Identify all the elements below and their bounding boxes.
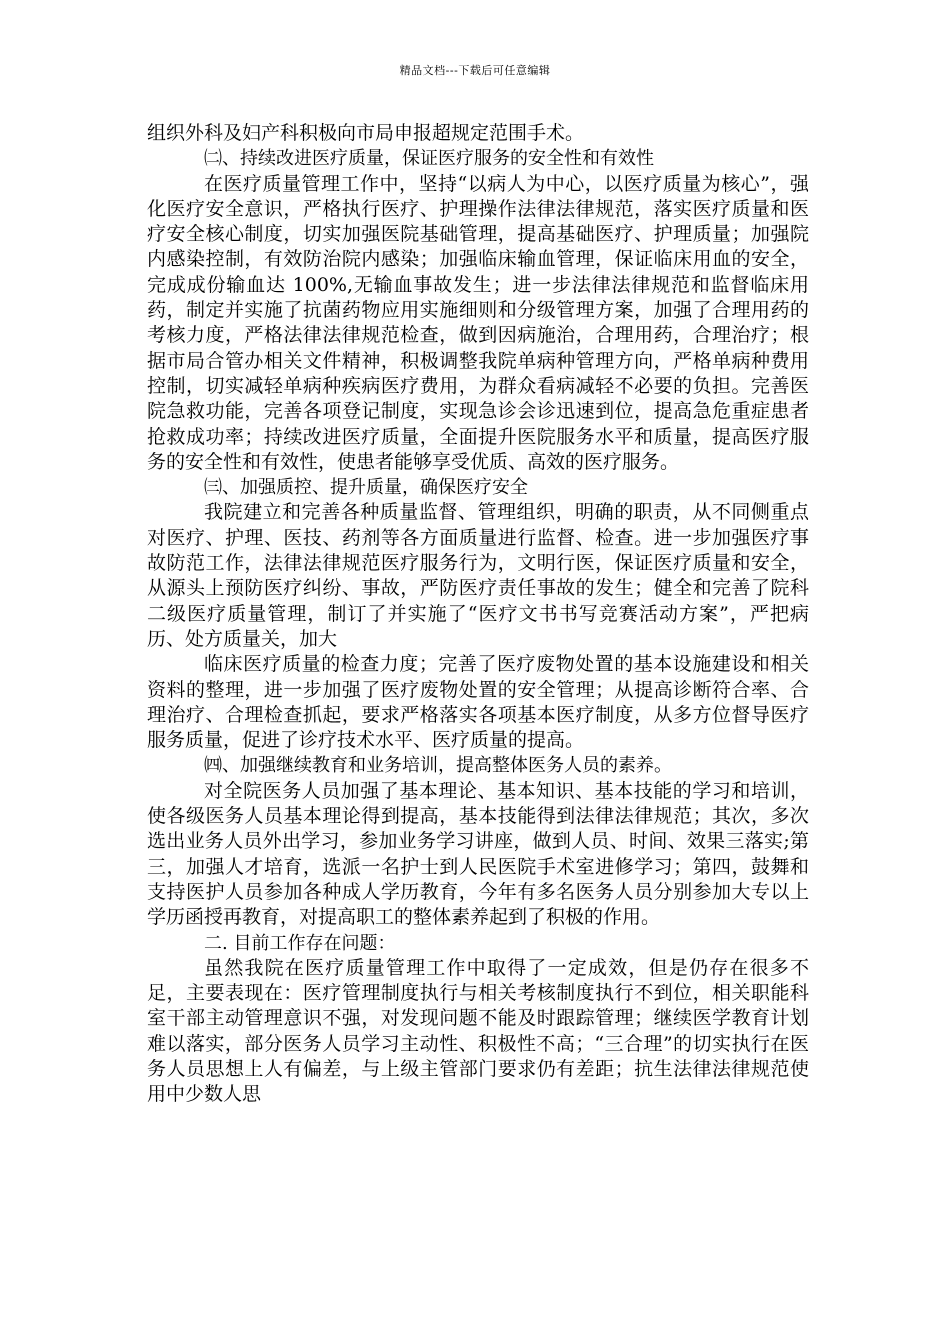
section-heading-problems: 二. 目前工作存在问题：	[204, 932, 396, 954]
section-heading-4: ㈣、加强继续教育和业务培训，提高整体医务人员的素养。	[204, 755, 672, 777]
document-body	[147, 121, 809, 1108]
paragraph: 对全院医务人员加强了基本理论、基本知识、基本技能的学习和培训，使各级医务人员基本理论得到提高，基本技能得到法律法律规范；其次，多次选出业务人员外出学习，参加业务学习讲座，做到人员、时间、效果三落实;第三，加强人才培育，选派一名护士到人民医院手术室进修学习；第四，鼓舞和支持医护人员参加各种成人学历教育，今年有多名医务人员分别参加大专以上学历函授再教育，对提高职工的整体素养起到了积极的作用。	[147, 779, 809, 929]
section-heading-2: ㈡、持续改进医疗质量，保证医疗服务的安全性和有效性	[204, 148, 654, 170]
paragraph-continuation: 组织外科及妇产科积极向市局申报超规定范围手术。	[147, 122, 585, 144]
paragraph: 临床医疗质量的检查力度；完善了医疗废物处置的基本设施建设和相关资料的整理，进一步加强了医疗废物处置的安全管理；从提高诊断符合率、合理治疗、合理检查抓起，要求严格落实各项基本医疗制度，从多方位督导医疗服务质量，促进了诊疗技术水平、医疗质量的提高。	[147, 653, 809, 752]
section-heading-3: ㈢、加强质控、提升质量，确保医疗安全	[204, 477, 528, 499]
paragraph: 我院建立和完善各种质量监督、管理组织，明确的职责，从不同侧重点对医疗、护理、医技、药剂等各方面质量进行监督、检查。进一步加强医疗事故防范工作，法律法律规范医疗服务行为，文明行医，保证医疗质量和安全，从源头上预防医疗纠纷、事故，严防医疗责任事故的发生；健全和完善了院科二级医疗质量管理，制订了并实施了“医疗文书书写竞赛活动方案”，严把病历、处方质量关，加大	[147, 501, 809, 650]
paragraph: 虽然我院在医疗质量管理工作中取得了一定成效，但是仍存在很多不足，主要表现在：医疗管理制度执行与相关考核制度执行不到位，相关职能科室干部主动管理意识不强，对发现问题不能及时跟踪管理；继续医学教育计划难以落实，部分医务人员学习主动性、积极性不高；“三合理”的切实执行在医务人员思想上人有偏差，与上级主管部门要求仍有差距；抗生法律法律规范使用中少数人思	[147, 956, 809, 1106]
page-header: 精品文档---下载后可任意编辑	[399, 64, 551, 77]
paragraph: 在医疗质量管理工作中，坚持“以病人为中心，以医疗质量为核心”，强化医疗安全意识，严格执行医疗、护理操作法律法律规范，落实医疗质量和医疗安全核心制度，切实加强医院基础管理，提高基础医疗、护理质量；加强院内感染控制，有效防治院内感染；加强临床输血管理，保证临床用血的安全，完成成份输血达 100%,无输血事故发生；进一步法律法律规范和监督临床用药，制定并实施了抗菌药物应用实施细则和分级管理方案，加强了合理用药的考核力度，严格法律法律规范检查，做到因病施治，合理用药，合理治疗；根据市局合管办相关文件精神，积极调整我院单病种管理方向，严格单病种费用控制，切实减轻单病种疾病医疗费用，为群众看病减轻不必要的负担。完善医院急救功能，完善各项登记制度，实现急诊会诊迅速到位，提高急危重症患者抢救成功率；持续改进医疗质量，全面提升医院服务水平和质量，提高医疗服务的安全性和有效性，使患者能够享受优质、高效的医疗服务。	[147, 172, 809, 473]
